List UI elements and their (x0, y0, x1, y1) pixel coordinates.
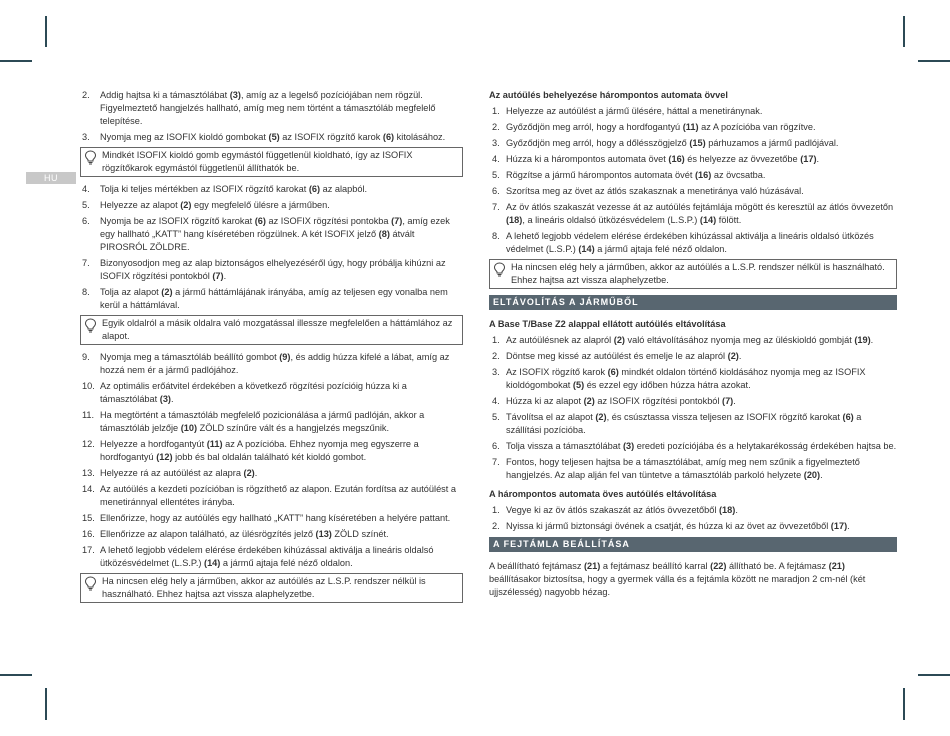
item-number: 9. (82, 352, 90, 362)
instruction-list (489, 334, 897, 482)
item-text: Ellenőrizze az alapon található, az ülésrögzítés jelző (13) ZÖLD színét. (100, 529, 389, 539)
item-number: 11. (82, 410, 95, 420)
item-number: 4. (492, 154, 500, 164)
instruction-list (489, 504, 897, 533)
item-number: 8. (492, 231, 500, 241)
list-item (489, 185, 897, 198)
item-number: 1. (492, 505, 500, 515)
item-text: Tolja az alapot (2) a jármű háttámlájának irányába, amíg az teljesen egy vonalba nem kerül a háttámlával. (100, 287, 448, 310)
item-text: A lehető legjobb védelem elérése érdekében kihúzással aktiválja a lineáris oldalsó ütközés védelmet (L.S.P.) (14) a jármű ajtaja felé néző oldalon. (506, 231, 874, 254)
item-number: 16. (82, 529, 95, 539)
item-text: Győződjön meg arról, hogy a dőlésszögjelző (15) párhuzamos a jármű padlójával. (506, 138, 839, 148)
section-bar: A FEJTÁMLA BEÁLLÍTÁSA (489, 537, 897, 552)
list-item (489, 201, 897, 227)
item-text: Szorítsa meg az övet az átlós szakasznak a menetiránya való húzásával. (506, 186, 804, 196)
section-bar: ELTÁVOLÍTÁS A JÁRMŰBŐL (489, 295, 897, 310)
crop-mark (903, 688, 905, 720)
right-column (489, 89, 897, 599)
list-item (489, 105, 897, 118)
item-number: 17. (82, 545, 95, 555)
left-column (80, 89, 463, 609)
list-item (80, 286, 463, 312)
item-number: 2. (492, 521, 500, 531)
list-item (489, 350, 897, 363)
instruction-list (80, 351, 463, 570)
list-item (80, 380, 463, 406)
item-text: Győződjön meg arról, hogy a hordfogantyú (11) az A pozícióba van rögzítve. (506, 122, 816, 132)
list-item (489, 230, 897, 256)
item-text: Helyezze az alapot (2) egy megfelelő ülésre a járműben. (100, 200, 330, 210)
crop-mark (45, 16, 47, 47)
list-item (80, 409, 463, 435)
list-item (80, 89, 463, 128)
headrest-paragraph: A beállítható fejtámasz (21) a fejtámasz beállító karral (22) állítható be. A fejtámasz (21) beállításakor biztosítsa, hogy a gyermek válla és a fejtámla között ne maradjon 2 cm-nél (két ujjszélesség) nagyobb hézag. (489, 561, 866, 597)
item-text: Nyomja be az ISOFIX rögzítő karokat (6) az ISOFIX rögzítési pontokba (7), amíg ezek egy hallható „KATT” hang kíséretében rögzülnek. A két ISOFIX jelző (8) átvált PIROSRÓL ZÖLDRE. (100, 216, 450, 252)
tip-note (489, 259, 897, 289)
list-item (80, 199, 463, 212)
crop-mark (0, 60, 32, 62)
list-item (489, 411, 897, 437)
item-text: A lehető legjobb védelem elérése érdekében kihúzással aktiválja a lineáris oldalsó ütközésvédelmet (L.S.P.) (14) a jármű ajtaja felé néző oldalon. (100, 545, 434, 568)
item-text: Ha megtörtént a támasztóláb megfelelő pozicionálása a jármű padlóján, akkor a támasztóláb jelzője (10) ZÖLD színűre vált és a hangjelzés megszűnik. (100, 410, 425, 433)
item-text: Az optimális erőátvitel érdekében a következő rögzítési pozícióig húzza ki a támasztólábat (3). (100, 381, 407, 404)
list-item (489, 456, 897, 482)
item-text: Vegye ki az öv átlós szakaszát az átlós övvezetőből (18). (506, 505, 738, 515)
tip-text: Mindkét ISOFIX kioldó gomb egymástól függetlenül kioldható, így az ISOFIX rögzítőkarok egymástól függetlenül állíthatók be. (102, 150, 413, 173)
item-number: 13. (82, 468, 95, 478)
list-item (80, 257, 463, 283)
crop-mark (0, 674, 32, 676)
language-tab: HU (26, 172, 76, 184)
list-item (489, 504, 897, 517)
list-item (489, 121, 897, 134)
instruction-list (489, 105, 897, 256)
item-number: 7. (492, 202, 500, 212)
item-text: Távolítsa el az alapot (2), és csúsztassa vissza teljesen az ISOFIX rögzítő karokat (6) a szállítási pozícióba. (506, 412, 862, 435)
item-text: Nyomja meg a támasztóláb beállító gombot (9), és addig húzza kifelé a lábat, amíg az hozzá nem ér a jármű padlójához. (100, 352, 450, 375)
item-number: 7. (82, 258, 90, 268)
item-text: Nyissa ki jármű biztonsági övének a csatját, és húzza ki az övet az övvezetőből (17). (506, 521, 850, 531)
section-heading: A hárompontos automata öves autóülés eltávolítása (489, 489, 717, 499)
item-text: Az autóülés a kezdeti pozícióban is rögzíthető az alapon. Ezután fordítsa az autóülést a menetiránnyal ellentétes irányba. (100, 484, 456, 507)
instruction-list (80, 183, 463, 312)
item-text: Húzza ki az alapot (2) az ISOFIX rögzítési pontokból (7). (506, 396, 736, 406)
item-text: Tolja ki teljes mértékben az ISOFIX rögzítő karokat (6) az alapból. (100, 184, 368, 194)
list-item (489, 395, 897, 408)
tip-text: Egyik oldalról a másik oldalra való mozgatással illessze megfelelően a háttámlához az alapot. (102, 318, 453, 341)
item-number: 3. (492, 367, 500, 377)
lightbulb-icon (84, 318, 97, 333)
list-item (80, 351, 463, 377)
item-text: Helyezze az autóülést a jármű ülésére, háttal a menetiránynak. (506, 106, 763, 116)
item-text: Fontos, hogy teljesen hajtsa be a támasztólábat, amíg meg nem szűnik a figyelmeztető hangjelzés. Az alap alján fel van tüntetve a támasztóláb parkoló helyzete (20). (506, 457, 860, 480)
list-item (489, 153, 897, 166)
item-number: 6. (492, 441, 500, 451)
item-number: 2. (492, 122, 500, 132)
tip-note (80, 147, 463, 177)
item-number: 10. (82, 381, 95, 391)
item-text: Ellenőrizze, hogy az autóülés egy hallható „KATT” hang kíséretében a helyére pattant. (100, 513, 451, 523)
item-number: 4. (492, 396, 500, 406)
item-number: 3. (82, 132, 90, 142)
tip-note (80, 573, 463, 603)
list-item (489, 366, 897, 392)
item-number: 2. (492, 351, 500, 361)
list-item (80, 131, 463, 144)
section-heading: Az autóülés behelyezése hárompontos automata övvel (489, 90, 728, 100)
crop-mark (903, 16, 905, 47)
tip-text: Ha nincsen elég hely a járműben, akkor az autóülés az L.S.P. rendszer nélkül is használható. Ehhez hajtsa azt vissza alaphelyzetbe. (102, 576, 426, 599)
list-item (80, 467, 463, 480)
crop-mark (45, 688, 47, 720)
item-number: 1. (492, 335, 500, 345)
item-number: 4. (82, 184, 90, 194)
item-number: 5. (82, 200, 90, 210)
lightbulb-icon (493, 262, 506, 277)
item-text: Az ISOFIX rögzítő karok (6) mindkét oldalon történő kioldásához nyomja meg az ISOFIX kioldógombokat (5) és ezzel egy időben húzza hátra azokat. (506, 367, 866, 390)
item-number: 1. (492, 106, 500, 116)
list-item (80, 438, 463, 464)
list-item (489, 169, 897, 182)
item-number: 5. (492, 412, 500, 422)
list-item (489, 520, 897, 533)
item-number: 2. (82, 90, 90, 100)
list-item (489, 440, 897, 453)
item-number: 6. (82, 216, 90, 226)
list-item (80, 215, 463, 254)
item-text: Bizonyosodjon meg az alap biztonságos elhelyezéséről úgy, hogy próbálja kihúzni az ISOFIX rögzítési pontokból (7). (100, 258, 446, 281)
item-number: 3. (492, 138, 500, 148)
crop-mark (918, 674, 950, 676)
tip-text: Ha nincsen elég hely a járműben, akkor az autóülés a L.S.P. rendszer nélkül is használható. Ehhez hajtsa azt vissza alaphelyzetbe. (511, 262, 885, 285)
item-number: 15. (82, 513, 95, 523)
instruction-list (80, 89, 463, 144)
item-text: Az autóülésnek az alapról (2) való eltávolításához nyomja meg az üléskioldó gombját (19). (506, 335, 874, 345)
item-number: 14. (82, 484, 95, 494)
item-number: 5. (492, 170, 500, 180)
item-text: Húzza ki a hárompontos automata övet (16) és helyezze az övvezetőbe (17). (506, 154, 820, 164)
list-item (80, 544, 463, 570)
item-number: 8. (82, 287, 90, 297)
list-item (80, 183, 463, 196)
list-item (80, 528, 463, 541)
item-text: Helyezze rá az autóülést az alapra (2). (100, 468, 258, 478)
list-item (80, 512, 463, 525)
tip-note (80, 315, 463, 345)
list-item (489, 334, 897, 347)
lightbulb-icon (84, 576, 97, 591)
list-item (489, 137, 897, 150)
item-text: Az öv átlós szakaszát vezesse át az autóülés fejtámlája mögött és keresztül az átlós övvezetőn (18), a lineáris oldalsó ütközésvédelem (L.S.P.) (14) fölött. (506, 202, 894, 225)
item-number: 12. (82, 439, 95, 449)
section-heading: A Base T/Base Z2 alappal ellátott autóülés eltávolítása (489, 319, 726, 329)
item-text: Tolja vissza a támasztólábat (3) eredeti pozíciójába és a helytakarékosság érdekében hajtsa be. (506, 441, 897, 451)
item-text: Döntse meg kissé az autóülést és emelje le az alapról (2). (506, 351, 742, 361)
crop-mark (918, 60, 950, 62)
item-text: Helyezze a hordfogantyút (11) az A pozícióba. Ehhez nyomja meg egyszerre a hordfogantyú (12) jobb és bal oldalán található két kioldó gombot. (100, 439, 419, 462)
item-text: Rögzítse a jármű hárompontos automata övét (16) az övcsatba. (506, 170, 766, 180)
item-text: Nyomja meg az ISOFIX kioldó gombokat (5) az ISOFIX rögzítő karok (6) kitolásához. (100, 132, 446, 142)
lightbulb-icon (84, 150, 97, 165)
item-number: 6. (492, 186, 500, 196)
item-text: Addig hajtsa ki a támasztólábat (3), amíg az a legelső pozíciójában nem rögzül. Figyelmeztető hangjelzés hallható, amíg meg nem történt a támasztóláb megfelelő telepítése. (100, 90, 436, 126)
list-item (80, 483, 463, 509)
item-number: 7. (492, 457, 500, 467)
